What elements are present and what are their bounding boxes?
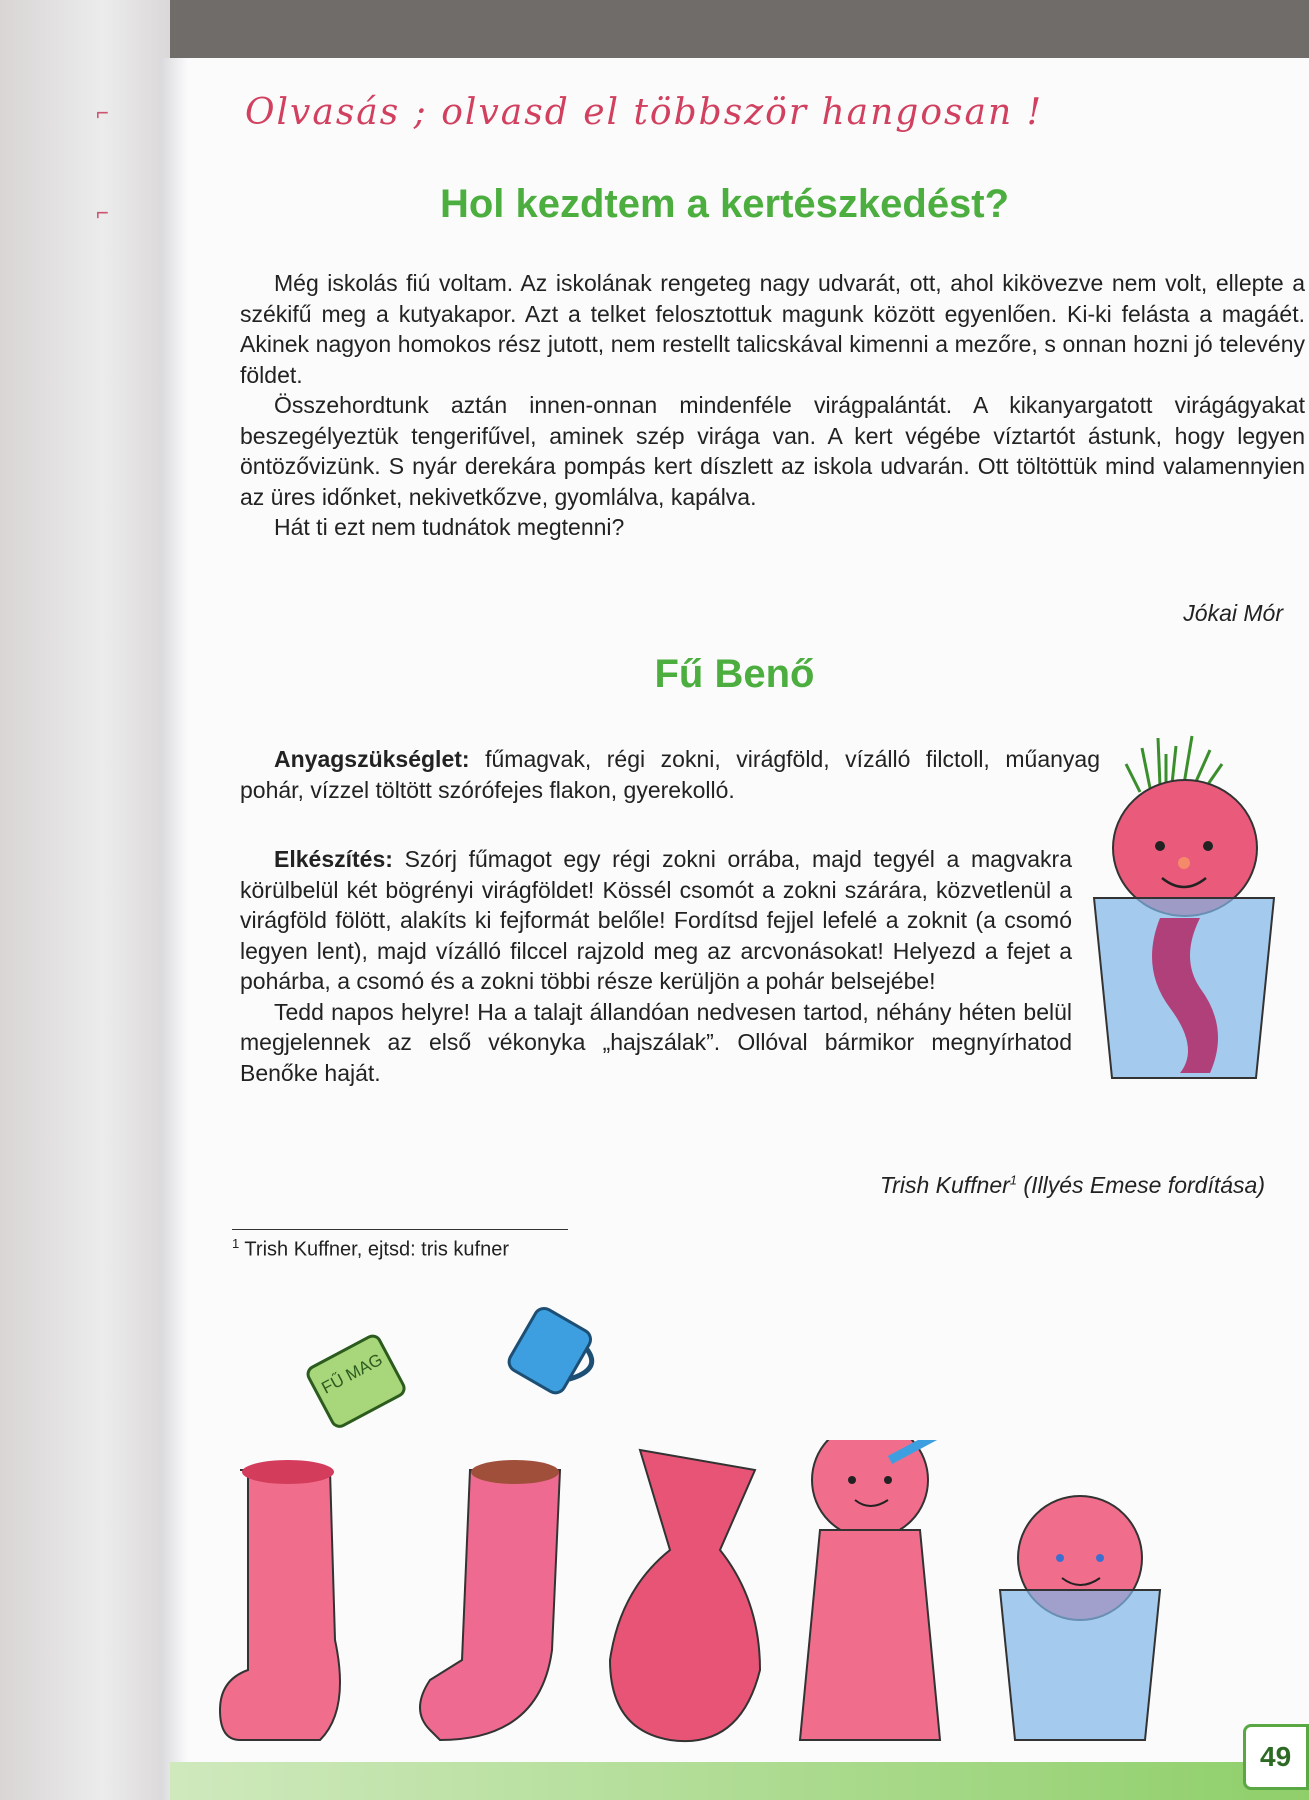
materials-text: fűmagvak, régi zokni, virágföld, vízálló filctoll, műanyag pohár, vízzel töltött szórófejes flakon, gyerekolló. bbox=[240, 746, 1100, 803]
eye-icon bbox=[1203, 841, 1213, 851]
craft-title: Fű Benő bbox=[654, 652, 815, 696]
doll-head bbox=[1113, 780, 1257, 916]
book-spine bbox=[0, 0, 170, 1800]
blue-cup-illustration bbox=[505, 1290, 615, 1410]
translator-note: (Illyés Emese fordítása) bbox=[1017, 1172, 1265, 1198]
footnote-ref: 1 bbox=[1009, 1172, 1018, 1188]
spine-mark: ⌐ bbox=[96, 100, 109, 125]
story-title: Hol kezdtem a kertészkedést? bbox=[439, 182, 1010, 226]
paragraph: Hát ti ezt nem tudnátok megtenni? bbox=[274, 514, 625, 540]
sock-step-5 bbox=[1000, 1496, 1160, 1740]
sock-step-3 bbox=[610, 1450, 760, 1741]
spine-mark: ⌐ bbox=[96, 200, 109, 225]
prep-text: Szórj fűmagot egy régi zokni orrába, majd tegyél a magvakra körülbelül két bögrényi virágföldet! Kössél csomót a zokni szárára, közvetlenül a virágföld fölött, alakíts ki fejformát belőle! Fordítsd fejjel lefelé a zoknit (a csomó legyen lent), majd vízálló filccel rajzold meg az arcvonásokat! Helyezd a fejet a pohárba, a csomó és a zokni többi része kerüljön a pohár belsejébe! bbox=[240, 846, 1072, 994]
paragraph: Összehordtunk aztán innen-onnan mindenféle virágpalántát. A kikanyargatott virágágyakat beszegélyeztük tengerifűvel, aminek szép virága van. A kert végébe víztartót ástunk, hogy legyen öntözővizünk. S nyár derekára pompás kert díszlett az iskola udvarán. Ott töltöttük mind valamennyien az üres időnket, nekivetkőzve, gyomlálva, kapálva. bbox=[240, 392, 1305, 510]
materials-label: Anyagszükséglet: bbox=[274, 746, 470, 772]
footnote-text: Trish Kuffner, ejtsd: tris kufner bbox=[239, 1238, 509, 1261]
handwritten-note: Olvasás ; olvasd el többször hangosan ! bbox=[245, 92, 1044, 133]
nose-icon bbox=[1178, 857, 1190, 869]
glass-icon bbox=[1000, 1590, 1160, 1740]
eye-icon bbox=[1155, 841, 1165, 851]
footnote-rule bbox=[232, 1229, 568, 1230]
steps-illustration bbox=[200, 1440, 1280, 1770]
page-number: 49 bbox=[1243, 1724, 1309, 1790]
seed-pack-label: FŰ MAG bbox=[318, 1349, 386, 1398]
sock-step-2 bbox=[420, 1460, 560, 1740]
translation-credit bbox=[880, 1172, 1265, 1199]
paragraph: Még iskolás fiú voltam. Az iskolának rengeteg nagy udvarát, ott, ahol kikövezve nem volt, ellepte a székifű meg a kutyakapor. Azt a telket felosztottuk magunk között egyenlően. Ki-ki felásta a magáét. Akinek nagyon homokos rész jutott, nem restellt talicskával kimenni a mezőre, s onnan hozni jó televény földet. bbox=[240, 270, 1305, 388]
story-text bbox=[240, 268, 1305, 543]
prep-paragraph-2: Tedd napos helyre! Ha a talajt állandóan nedvesen tartod, néhány héten belül megjelennek az első vékonyka „hajszálak”. Ollóval bármikor megnyírhatod Benőke haját. bbox=[240, 998, 1072, 1086]
instructions bbox=[240, 844, 1072, 1088]
seed-pack-illustration bbox=[302, 1328, 412, 1438]
sock-step-1 bbox=[220, 1460, 340, 1740]
cup-icon bbox=[505, 1305, 594, 1397]
materials-paragraph bbox=[240, 744, 1100, 805]
author-name: Trish Kuffner bbox=[879, 1172, 1010, 1198]
prep-paragraph bbox=[240, 844, 1072, 997]
page-footer-bar bbox=[170, 1762, 1309, 1800]
footnote-number: 1 bbox=[232, 1236, 240, 1251]
prep-label: Elkészítés: bbox=[274, 846, 393, 872]
grass-head-doll-illustration bbox=[1080, 728, 1300, 1098]
author-name: Jókai Mór bbox=[1183, 600, 1283, 626]
footnote bbox=[232, 1236, 509, 1262]
